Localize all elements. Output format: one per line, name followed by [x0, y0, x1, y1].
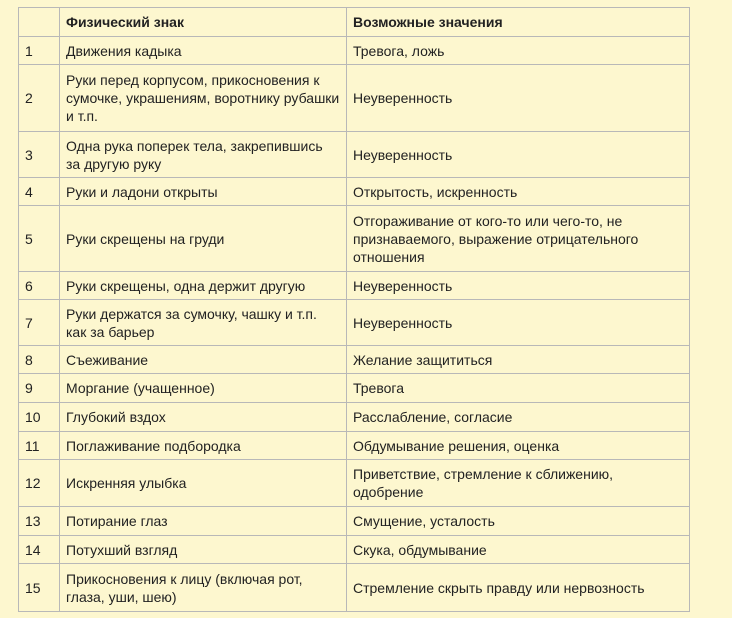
- meaning-cell: Неуверенность: [347, 132, 690, 178]
- physical-sign-cell: Потирание глаз: [60, 507, 347, 536]
- table-row: [19, 346, 690, 374]
- table-row: [19, 206, 690, 272]
- physical-sign-cell: Руки перед корпусом, прикосновения к сумочке, украшениям, воротнику рубашки и т.п.: [60, 65, 347, 132]
- table-row: [19, 65, 690, 132]
- row-number: 7: [19, 300, 60, 346]
- meaning-cell: Приветствие, стремление к сближению, одобрение: [347, 460, 690, 507]
- table-row: [19, 132, 690, 178]
- table-row: [19, 507, 690, 536]
- body-language-table: [18, 7, 690, 612]
- header-physical-sign: Физический знак: [60, 8, 347, 37]
- physical-sign-cell: Руки скрещены, одна держит другую: [60, 272, 347, 300]
- header-possible-meanings: Возможные значения: [347, 8, 690, 37]
- physical-sign-cell: Прикосновения к лицу (включая рот, глаза, уши, шею): [60, 564, 347, 612]
- table-row: [19, 178, 690, 206]
- row-number: 11: [19, 432, 60, 460]
- row-number: 9: [19, 374, 60, 403]
- table-row: [19, 564, 690, 612]
- physical-sign-cell: Искренняя улыбка: [60, 460, 347, 507]
- table-row: [19, 432, 690, 460]
- physical-sign-cell: Руки скрещены на груди: [60, 206, 347, 272]
- table-row: [19, 374, 690, 403]
- physical-sign-cell: Руки держатся за сумочку, чашку и т.п. как за барьер: [60, 300, 347, 346]
- row-number: 2: [19, 65, 60, 132]
- meaning-cell: Неуверенность: [347, 65, 690, 132]
- row-number: 8: [19, 346, 60, 374]
- row-number: 4: [19, 178, 60, 206]
- row-number: 3: [19, 132, 60, 178]
- table-row: [19, 300, 690, 346]
- table-row: [19, 272, 690, 300]
- meaning-cell: Неуверенность: [347, 300, 690, 346]
- meaning-cell: Желание защититься: [347, 346, 690, 374]
- physical-sign-cell: Движения кадыка: [60, 37, 347, 65]
- table-row: [19, 37, 690, 65]
- meaning-cell: Неуверенность: [347, 272, 690, 300]
- physical-sign-cell: Съеживание: [60, 346, 347, 374]
- physical-sign-cell: Моргание (учащенное): [60, 374, 347, 403]
- physical-sign-cell: Одна рука поперек тела, закрепившись за другую руку: [60, 132, 347, 178]
- row-number: 14: [19, 536, 60, 564]
- table-row: [19, 460, 690, 507]
- meaning-cell: Обдумывание решения, оценка: [347, 432, 690, 460]
- header-row: [19, 8, 690, 37]
- table-row: [19, 536, 690, 564]
- meaning-cell: Тревога: [347, 374, 690, 403]
- physical-sign-cell: Поглаживание подбородка: [60, 432, 347, 460]
- meaning-cell: Открытость, искренность: [347, 178, 690, 206]
- row-number: 1: [19, 37, 60, 65]
- meaning-cell: Расслабление, согласие: [347, 403, 690, 432]
- meaning-cell: Скука, обдумывание: [347, 536, 690, 564]
- row-number: 10: [19, 403, 60, 432]
- header-number: [19, 8, 60, 37]
- row-number: 13: [19, 507, 60, 536]
- row-number: 15: [19, 564, 60, 612]
- meaning-cell: Отгораживание от кого-то или чего-то, не признаваемого, выражение отрицательного отношения: [347, 206, 690, 272]
- meaning-cell: Смущение, усталость: [347, 507, 690, 536]
- physical-sign-cell: Глубокий вздох: [60, 403, 347, 432]
- physical-sign-cell: Потухший взгляд: [60, 536, 347, 564]
- row-number: 12: [19, 460, 60, 507]
- meaning-cell: Тревога, ложь: [347, 37, 690, 65]
- physical-sign-cell: Руки и ладони открыты: [60, 178, 347, 206]
- table-row: [19, 403, 690, 432]
- row-number: 6: [19, 272, 60, 300]
- row-number: 5: [19, 206, 60, 272]
- meaning-cell: Стремление скрыть правду или нервозность: [347, 564, 690, 612]
